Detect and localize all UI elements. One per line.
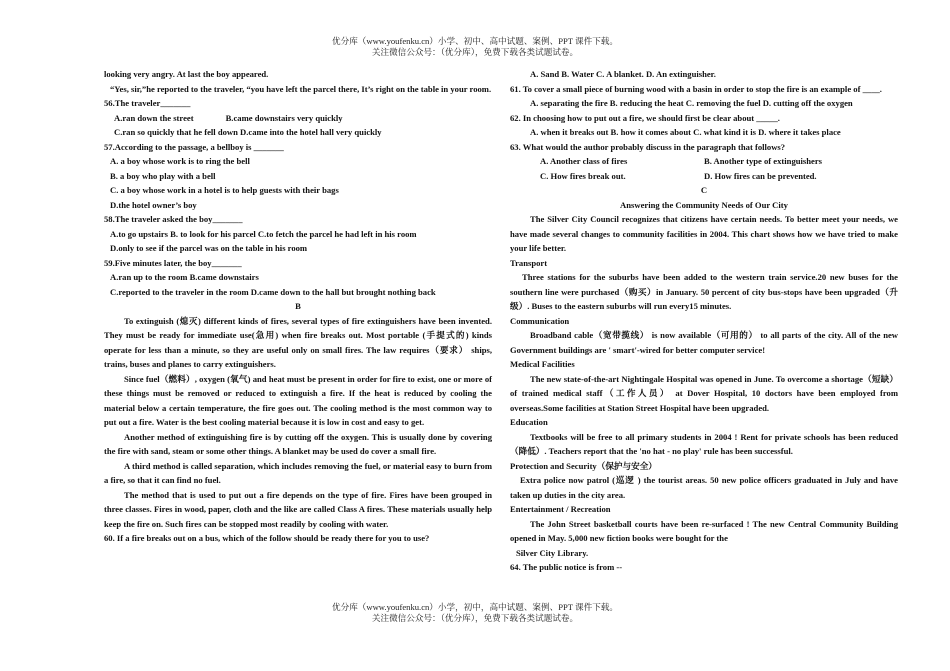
question-60-options: A. Sand B. Water C. A blanket. D. An extinguisher.: [530, 69, 716, 79]
footer-line-1: 优分库（www.youfenku.cn）小学，初中，高中试题、案例、PPT 课件下载。: [332, 602, 618, 612]
question-57-option-d: D.the hotel owner’s boy: [110, 199, 197, 210]
page-header: [0, 36, 950, 58]
question-56-stem: 56.The traveler_______: [104, 98, 191, 108]
section-b-heading: B: [295, 301, 301, 311]
footer-line-2: 关注微信公众号：（优分库），免费下载各类试题试卷。: [371, 613, 579, 623]
question-63-option-b: B. Another type of extinguishers: [704, 156, 823, 166]
question-64-stem: 64. The public notice is from --: [510, 562, 623, 572]
passage-b-paragraph-2: Since fuel（燃料）, oxygen (氧气) and heat must be present in order for fire to exist, one or more of these things must be removed or reduced to extinguish a fire. If the heat is reduced by cooling the material below a certain temperature, the fire goes out. The cooling method is the most common way to put out a fire. Water is the best cooling material because it is low in cost and easy to get.: [104, 373, 492, 427]
question-63-stem: 63. What would the author probably discuss in the paragraph that follows?: [510, 141, 786, 152]
question-63-option-c: C. How fires break out.: [540, 170, 626, 181]
transport-heading: Transport: [510, 257, 548, 268]
page-footer: [0, 602, 950, 624]
entertainment-heading: Entertainment / Recreation: [510, 504, 611, 514]
transport-paragraph: Three stations for the suburbs have been added to the western train service.20 new buses for the southern line were purchased（购买）in January. 50 percent of city bus-stops have been upgraded（升级）. Buses to the eastern suburbs will run every15 minutes.: [510, 272, 898, 311]
medical-heading: Medical Facilities: [510, 359, 575, 369]
question-57-option-b: B. a boy who play with a bell: [110, 170, 216, 181]
question-63-option-d: D. How fires can be prevented.: [704, 170, 817, 181]
passage-a-tail: looking very angry. At last the boy appeared.: [104, 69, 269, 79]
header-line-2: 关注微信公众号：（优分库），免费下载各类试题试卷。: [371, 47, 579, 57]
education-heading: Education: [510, 417, 548, 427]
medical-paragraph: The new state-of-the-art Nightingale Hospital was opened in June. To overcome a shortage（短缺） of trained medical staff（工作人员） at Dover Hospital, 10 doctors have been employed from overseas.Some facilities at Station Street Hospital have been upgraded.: [510, 373, 898, 413]
passage-c-title: Answering the Community Needs of Our City: [620, 199, 788, 210]
question-57-option-a: A. a boy whose work is to ring the bell: [110, 156, 250, 166]
question-59-options-ab: A.ran up to the room B.came downstairs: [110, 272, 259, 282]
entertainment-paragraph: The John Street basketball courts have been re-surfaced ! The new Central Community Building opened in May. 5,000 new fiction books were bought for the: [510, 518, 898, 543]
education-paragraph: Textbooks will be free to all primary students in 2004 ! Rent for private schools has been reduced（降低）. Teachers report that the 'no hat - no play' rule has been successful.: [510, 431, 898, 456]
section-c-heading: C: [700, 185, 708, 195]
question-62-stem: 62. In choosing how to put out a fire, we should first be clear about _____.: [510, 112, 780, 123]
question-62-options: A. when it breaks out B. how it comes about C. what kind it is D. where it takes place: [530, 127, 841, 137]
question-58-stem: 58.The traveler asked the boy_______: [104, 214, 243, 224]
question-60-stem: 60. If a fire breaks out on a bus, which of the follow should be ready there for you to use?: [104, 533, 430, 543]
passage-a-quote: “Yes, sir,”he reported to the traveler, “you have left the parcel there, It’s right on the table in your room.: [110, 83, 492, 94]
question-63-options-ab: [510, 154, 898, 169]
question-59-stem: 59.Five minutes later, the boy_______: [104, 257, 242, 268]
header-line-1: 优分库（www.youfenku.cn）小学、初中、高中试题、案例、PPT 课件下载。: [332, 36, 618, 46]
protection-paragraph: Extra police now patrol (巡逻 ) the tourist areas. 50 new police officers graduated in July and have taken up duties in the city area.: [510, 475, 898, 500]
question-63-options-cd: [510, 169, 898, 184]
passage-b-paragraph-5: The method that is used to put out a fire depends on the type of fire. Fires have been grouped in three classes. Fires in wood, paper, cloth and the like are called Class A fires. These materials usually help keep the fire on. Such fires can be stopped most readily by cooling with water.: [104, 489, 492, 529]
question-56-option-b: B.came downstairs very quickly: [225, 112, 343, 123]
passage-b-paragraph-1: To extinguish (熄灭) different kinds of fires, several types of fire extinguishers have been invented. They must be ready for immediate use(急用) when fire breaks out. Most portable (手提式的) kinds operate for less than a minute, so they are useful only on small fires. The law requires（要求） ships, trains, buses and planes to carry extinguishers.: [104, 315, 492, 369]
question-59-options-cd: C.reported to the traveler in the room D.came down to the hall but brought nothing back: [110, 286, 436, 297]
question-56-option-a: A.ran down the street: [114, 112, 194, 123]
entertainment-paragraph-end: Silver City Library.: [516, 547, 589, 558]
passage-b-paragraph-4: A third method is called separation, which includes removing the fuel, or material easy to burn from a fire, so that it can find no fuel.: [104, 460, 492, 485]
question-56-options-ab: [104, 111, 492, 126]
question-57-option-c: C. a boy whose work in a hotel is to help guests with their bags: [110, 185, 339, 195]
question-56-options-cd: C.ran so quickly that he fell down D.came into the hotel hall very quickly: [114, 127, 382, 137]
question-58-option-d: D.only to see if the parcel was on the table in his room: [110, 243, 308, 253]
question-57-stem: 57.According to the passage, a bellboy is _______: [104, 141, 284, 152]
right-column: [510, 67, 898, 575]
communication-paragraph: Broadband cable（宽带揽线） is now available（可用的） to all parts of the city. All of the new Government buildings are ' smart'-wired for better computer service!: [510, 330, 898, 355]
communication-heading: Communication: [510, 315, 570, 326]
question-61-stem: 61. To cover a small piece of burning wood with a basin in order to stop the fire is an example of ____.: [510, 83, 882, 94]
question-61-options: A. separating the fire B. reducing the heat C. removing the fuel D. cutting off the oxygen: [530, 98, 853, 108]
question-63-option-a: A. Another class of fires: [540, 156, 628, 166]
protection-heading: Protection and Security（保护与安全）: [510, 460, 657, 471]
passage-c-intro: The Silver City Council recognizes that citizens have certain needs. To better meet your needs, we have made several changes to community facilities in 2004. This chart shows how we have tried to make your life better.: [510, 214, 898, 253]
left-column: [104, 67, 492, 546]
question-58-options-abc: A.to go upstairs B. to look for his parcel C.to fetch the parcel he had left in his room: [110, 228, 417, 239]
passage-b-paragraph-3: Another method of extinguishing fire is by cutting off the oxygen. This is usually done by covering the fire with sand, steam or some other things. A blanket may be used do cover a small fire.: [104, 431, 492, 456]
